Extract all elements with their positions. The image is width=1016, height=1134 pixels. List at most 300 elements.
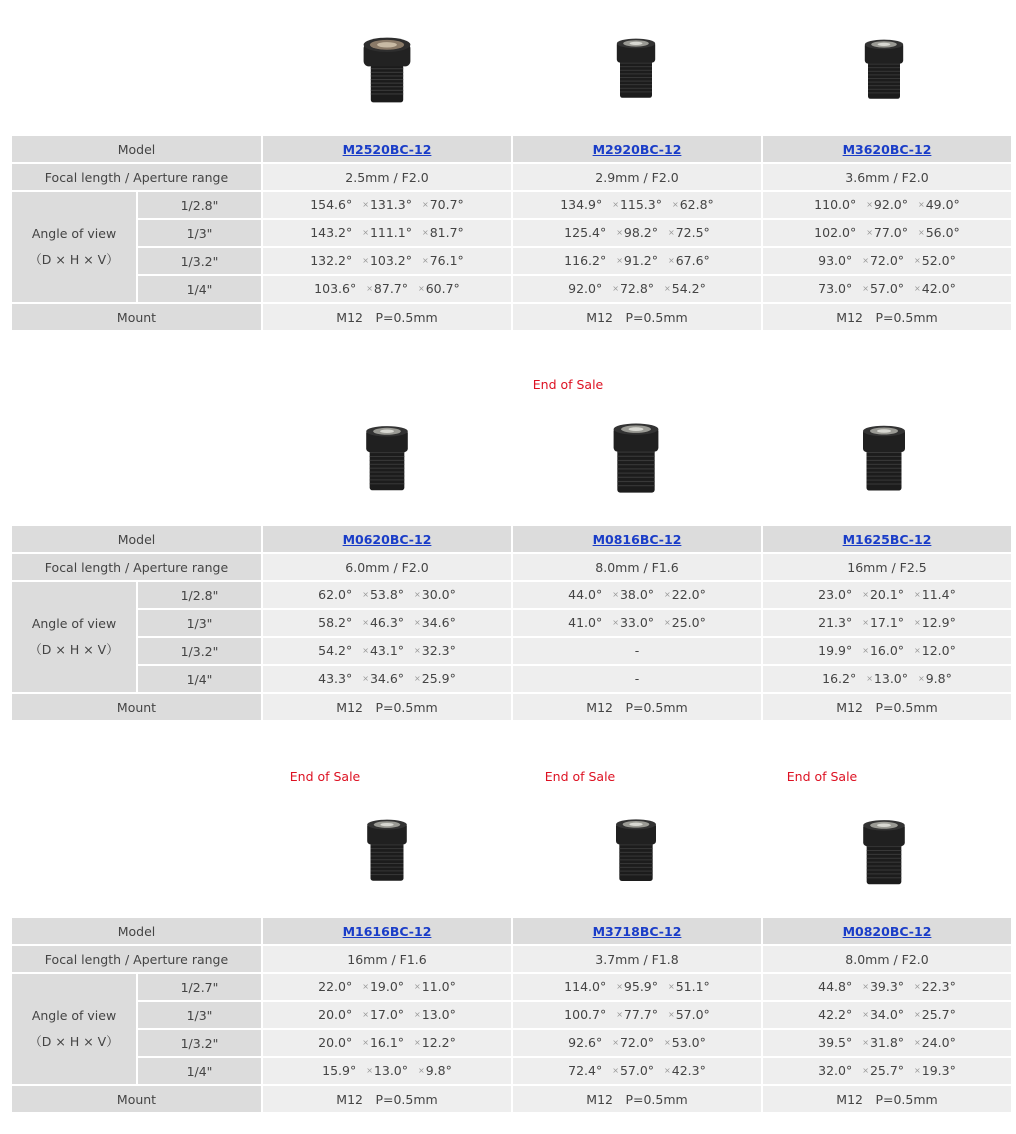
angle-value: 62.8° — [679, 197, 714, 212]
sensor-size: 1/3.2" — [138, 1030, 261, 1056]
angle-value: 70.7° — [429, 197, 464, 212]
aov-value — [513, 974, 761, 1000]
angle-value: 42.0° — [921, 281, 956, 296]
lens-product-image — [860, 34, 908, 106]
end-of-sale-label: End of Sale — [544, 769, 616, 784]
model-cell — [513, 136, 761, 162]
aov-value — [763, 582, 1011, 608]
times-symbol: × — [612, 618, 619, 627]
times-symbol: × — [612, 200, 619, 209]
angle-value: 92.0° — [568, 281, 603, 296]
times-symbol: × — [422, 256, 429, 265]
angle-value: 43.3° — [318, 671, 353, 686]
model-header: Model — [12, 918, 261, 944]
angle-value: 33.0° — [619, 615, 655, 630]
focal-row — [12, 946, 1011, 972]
angle-value: 53.8° — [369, 587, 405, 602]
angle-value: 16.1° — [369, 1035, 405, 1050]
model-link[interactable]: M2920BC-12 — [592, 141, 682, 157]
angle-value: 102.0° — [814, 225, 857, 240]
angle-value: 52.0° — [921, 253, 956, 268]
times-symbol: × — [366, 284, 373, 293]
mount-value: M12 P=0.5mm — [263, 694, 511, 720]
angle-value: 92.6° — [568, 1035, 603, 1050]
lens-product-image — [858, 812, 910, 894]
times-symbol: × — [862, 284, 869, 293]
angle-value: 23.0° — [818, 587, 853, 602]
times-symbol: × — [414, 590, 421, 599]
aov-row — [12, 276, 1011, 302]
focal-header: Focal length / Aperture range — [12, 164, 261, 190]
mount-header: Mount — [12, 694, 261, 720]
aov-row — [12, 1058, 1011, 1084]
angle-value: 25.7° — [869, 1063, 905, 1078]
times-symbol: × — [362, 228, 369, 237]
aov-value — [763, 638, 1011, 664]
mount-header: Mount — [12, 1086, 261, 1112]
angle-value: 115.3° — [619, 197, 662, 212]
angle-value: 51.1° — [675, 979, 710, 994]
times-symbol: × — [668, 982, 675, 991]
times-symbol: × — [362, 618, 369, 627]
angle-value: 134.9° — [560, 197, 603, 212]
times-symbol: × — [862, 982, 869, 991]
mount-value: M12 P=0.5mm — [763, 694, 1011, 720]
times-symbol: × — [862, 590, 869, 599]
mount-value: M12 P=0.5mm — [513, 304, 761, 330]
angle-value: 57.0° — [869, 281, 905, 296]
angle-value: 73.0° — [818, 281, 853, 296]
times-symbol: × — [668, 228, 675, 237]
aov-row — [12, 1030, 1011, 1056]
times-symbol: × — [362, 200, 369, 209]
times-symbol: × — [862, 1066, 869, 1075]
model-cell — [263, 136, 511, 162]
aov-header — [12, 582, 136, 692]
end-of-sale-label: End of Sale — [532, 377, 604, 392]
angle-value: 72.5° — [675, 225, 710, 240]
sensor-size: 1/4" — [138, 666, 261, 692]
times-symbol: × — [414, 982, 421, 991]
angle-value: 103.6° — [314, 281, 357, 296]
times-symbol: × — [616, 228, 623, 237]
angle-value: 13.0° — [421, 1007, 456, 1022]
angle-value: 57.0° — [675, 1007, 710, 1022]
aov-value — [513, 220, 761, 246]
aov-value — [763, 1030, 1011, 1056]
aov-header-line2: （D × H × V） — [29, 642, 119, 657]
times-symbol: × — [914, 256, 921, 265]
mount-value: M12 P=0.5mm — [763, 304, 1011, 330]
times-symbol: × — [914, 1010, 921, 1019]
times-symbol: × — [418, 1066, 425, 1075]
aov-value — [513, 276, 761, 302]
times-symbol: × — [664, 618, 671, 627]
focal-row — [12, 554, 1011, 580]
mount-value: M12 P=0.5mm — [513, 694, 761, 720]
model-link[interactable]: M0816BC-12 — [592, 531, 682, 547]
angle-value: 72.0° — [869, 253, 905, 268]
times-symbol: × — [862, 646, 869, 655]
angle-value: 60.7° — [425, 281, 460, 296]
aov-value — [763, 248, 1011, 274]
angle-value: 16.0° — [869, 643, 905, 658]
focal-value: 3.7mm / F1.8 — [513, 946, 761, 972]
mount-value: M12 P=0.5mm — [263, 304, 511, 330]
lens-image-1 — [360, 818, 414, 888]
angle-value: 41.0° — [568, 615, 603, 630]
angle-value: 12.2° — [421, 1035, 456, 1050]
model-cell — [763, 918, 1011, 944]
mount-row — [12, 694, 1011, 720]
times-symbol: × — [914, 590, 921, 599]
angle-value: 43.1° — [369, 643, 405, 658]
aov-header-line2: （D × H × V） — [29, 1034, 119, 1049]
aov-header — [12, 974, 136, 1084]
angle-value: 91.2° — [623, 253, 659, 268]
times-symbol: × — [418, 284, 425, 293]
angle-value: 19.0° — [369, 979, 405, 994]
model-link[interactable]: M1625BC-12 — [842, 531, 932, 547]
aov-value — [263, 1030, 511, 1056]
angle-value: 24.0° — [921, 1035, 956, 1050]
aov-row — [12, 638, 1011, 664]
sensor-size: 1/3" — [138, 1002, 261, 1028]
aov-header-line2: （D × H × V） — [29, 252, 119, 267]
aov-value — [263, 220, 511, 246]
mount-value: M12 P=0.5mm — [263, 1086, 511, 1112]
lens-image-3 — [858, 812, 910, 898]
angle-value: 76.1° — [429, 253, 464, 268]
times-symbol: × — [612, 284, 619, 293]
model-header: Model — [12, 526, 261, 552]
angle-value: 44.8° — [818, 979, 853, 994]
times-symbol: × — [914, 1038, 921, 1047]
times-symbol: × — [664, 1066, 671, 1075]
model-link[interactable]: M0820BC-12 — [842, 923, 932, 939]
angle-value: 22.0° — [671, 587, 706, 602]
times-symbol: × — [668, 256, 675, 265]
model-link[interactable]: M1616BC-12 — [342, 923, 432, 939]
lens-product-image — [856, 424, 912, 494]
angle-value: 20.0° — [318, 1035, 353, 1050]
lens-product-image — [360, 818, 414, 884]
times-symbol: × — [914, 982, 921, 991]
aov-value — [263, 1002, 511, 1028]
focal-value: 3.6mm / F2.0 — [763, 164, 1011, 190]
aov-value — [763, 1058, 1011, 1084]
spec-table — [10, 916, 1013, 1114]
times-symbol: × — [866, 228, 873, 237]
angle-value: 11.4° — [921, 587, 956, 602]
times-symbol: × — [918, 200, 925, 209]
angle-value: 116.2° — [564, 253, 607, 268]
angle-value: 114.0° — [564, 979, 607, 994]
times-symbol: × — [414, 618, 421, 627]
sensor-size: 1/2.7" — [138, 974, 261, 1000]
angle-value: 103.2° — [369, 253, 412, 268]
aov-value — [263, 1058, 511, 1084]
times-symbol: × — [914, 646, 921, 655]
angle-value: 20.1° — [869, 587, 905, 602]
model-link[interactable]: M2520BC-12 — [342, 141, 432, 157]
aov-row — [12, 192, 1011, 218]
times-symbol: × — [672, 200, 679, 209]
angle-value: 34.6° — [421, 615, 456, 630]
lens-product-image — [612, 36, 660, 102]
focal-value: 2.9mm / F2.0 — [513, 164, 761, 190]
aov-value — [263, 610, 511, 636]
model-cell — [763, 136, 1011, 162]
times-symbol: × — [918, 228, 925, 237]
lens-image-1 — [355, 34, 419, 110]
times-symbol: × — [362, 646, 369, 655]
aov-row — [12, 220, 1011, 246]
mount-header: Mount — [12, 304, 261, 330]
sensor-size: 1/2.8" — [138, 192, 261, 218]
focal-value: 16mm / F2.5 — [763, 554, 1011, 580]
times-symbol: × — [914, 1066, 921, 1075]
times-symbol: × — [414, 1010, 421, 1019]
lens-image-1 — [361, 422, 413, 500]
aov-header — [12, 192, 136, 302]
mount-row — [12, 1086, 1011, 1112]
times-symbol: × — [414, 646, 421, 655]
angle-value: 17.1° — [869, 615, 905, 630]
end-of-sale-label: End of Sale — [786, 769, 858, 784]
angle-value: 13.0° — [373, 1063, 409, 1078]
model-link[interactable]: M0620BC-12 — [342, 531, 432, 547]
times-symbol: × — [862, 1038, 869, 1047]
times-symbol: × — [362, 256, 369, 265]
aov-value — [763, 1002, 1011, 1028]
angle-value: 110.0° — [814, 197, 857, 212]
lens-product-image — [355, 34, 419, 106]
aov-value — [513, 666, 761, 692]
aov-value — [763, 666, 1011, 692]
angle-value: 15.9° — [322, 1063, 357, 1078]
aov-row — [12, 974, 1011, 1000]
spec-table — [10, 134, 1013, 332]
times-symbol: × — [664, 1038, 671, 1047]
angle-value: 12.9° — [921, 615, 956, 630]
times-symbol: × — [914, 284, 921, 293]
angle-value: 32.0° — [818, 1063, 853, 1078]
angle-value: 30.0° — [421, 587, 456, 602]
model-cell — [263, 918, 511, 944]
angle-value: 42.2° — [818, 1007, 853, 1022]
times-symbol: × — [422, 228, 429, 237]
angle-value: - — [634, 643, 640, 658]
sensor-size: 1/4" — [138, 1058, 261, 1084]
angle-value: 54.2° — [318, 643, 353, 658]
aov-value — [763, 974, 1011, 1000]
angle-value: 72.4° — [568, 1063, 603, 1078]
aov-value — [513, 192, 761, 218]
times-symbol: × — [668, 1010, 675, 1019]
lens-product-image — [611, 816, 661, 886]
aov-value — [763, 610, 1011, 636]
angle-value: 77.0° — [873, 225, 909, 240]
angle-value: 87.7° — [373, 281, 409, 296]
angle-value: 34.0° — [869, 1007, 905, 1022]
aov-value — [763, 276, 1011, 302]
angle-value: 49.0° — [925, 197, 960, 212]
times-symbol: × — [664, 590, 671, 599]
lens-image-3 — [860, 34, 908, 110]
angle-value: 32.3° — [421, 643, 456, 658]
sensor-size: 1/3" — [138, 610, 261, 636]
focal-value: 16mm / F1.6 — [263, 946, 511, 972]
mount-value: M12 P=0.5mm — [763, 1086, 1011, 1112]
model-link[interactable]: M3620BC-12 — [842, 141, 932, 157]
focal-row — [12, 164, 1011, 190]
angle-value: 57.0° — [619, 1063, 655, 1078]
angle-value: 31.8° — [869, 1035, 905, 1050]
angle-value: 125.4° — [564, 225, 607, 240]
times-symbol: × — [612, 590, 619, 599]
times-symbol: × — [914, 618, 921, 627]
lens-product-image — [361, 422, 413, 496]
angle-value: 25.0° — [671, 615, 706, 630]
angle-value: 98.2° — [623, 225, 659, 240]
model-cell — [263, 526, 511, 552]
angle-value: 67.6° — [675, 253, 710, 268]
model-link[interactable]: M3718BC-12 — [592, 923, 682, 939]
angle-value: 16.2° — [822, 671, 857, 686]
times-symbol: × — [866, 200, 873, 209]
angle-value: 72.0° — [619, 1035, 655, 1050]
times-symbol: × — [616, 256, 623, 265]
times-symbol: × — [362, 1038, 369, 1047]
angle-value: 34.6° — [369, 671, 405, 686]
times-symbol: × — [862, 1010, 869, 1019]
angle-value: 19.9° — [818, 643, 853, 658]
angle-value: 154.6° — [310, 197, 353, 212]
angle-value: 131.3° — [369, 197, 412, 212]
angle-value: 17.0° — [369, 1007, 405, 1022]
model-cell — [513, 526, 761, 552]
aov-value — [513, 610, 761, 636]
angle-value: 54.2° — [671, 281, 706, 296]
aov-header-line1: Angle of view — [31, 226, 117, 241]
spec-table — [10, 524, 1013, 722]
times-symbol: × — [362, 590, 369, 599]
aov-value — [263, 974, 511, 1000]
aov-value — [513, 1058, 761, 1084]
aov-header-line1: Angle of view — [31, 1008, 117, 1023]
focal-value: 8.0mm / F2.0 — [763, 946, 1011, 972]
times-symbol: × — [616, 982, 623, 991]
times-symbol: × — [862, 618, 869, 627]
focal-value: 2.5mm / F2.0 — [263, 164, 511, 190]
angle-value: 9.8° — [425, 1063, 452, 1078]
aov-value — [263, 638, 511, 664]
angle-value: 95.9° — [623, 979, 659, 994]
lens-image-2 — [611, 816, 661, 890]
aov-value — [263, 582, 511, 608]
angle-value: 12.0° — [921, 643, 956, 658]
angle-value: 19.3° — [921, 1063, 956, 1078]
angle-value: 11.0° — [421, 979, 456, 994]
angle-value: 22.0° — [318, 979, 353, 994]
angle-value: 77.7° — [623, 1007, 659, 1022]
times-symbol: × — [612, 1066, 619, 1075]
sensor-size: 1/2.8" — [138, 582, 261, 608]
times-symbol: × — [664, 284, 671, 293]
aov-row — [12, 610, 1011, 636]
aov-value — [513, 582, 761, 608]
aov-value — [263, 276, 511, 302]
times-symbol: × — [422, 200, 429, 209]
angle-value: 72.8° — [619, 281, 655, 296]
aov-value — [513, 248, 761, 274]
aov-row — [12, 1002, 1011, 1028]
lens-image-2 — [608, 418, 664, 504]
angle-value: 25.9° — [421, 671, 456, 686]
aov-value — [513, 1002, 761, 1028]
angle-value: 13.0° — [873, 671, 909, 686]
model-header: Model — [12, 136, 261, 162]
times-symbol: × — [362, 982, 369, 991]
model-cell — [513, 918, 761, 944]
angle-value: 21.3° — [818, 615, 853, 630]
lens-image-2 — [612, 36, 660, 106]
aov-row — [12, 582, 1011, 608]
angle-value: 44.0° — [568, 587, 603, 602]
angle-value: - — [634, 671, 640, 686]
angle-value: 56.0° — [925, 225, 960, 240]
angle-value: 46.3° — [369, 615, 405, 630]
model-row — [12, 918, 1011, 944]
sensor-size: 1/3.2" — [138, 638, 261, 664]
angle-value: 22.3° — [921, 979, 956, 994]
focal-value: 6.0mm / F2.0 — [263, 554, 511, 580]
aov-value — [763, 220, 1011, 246]
aov-value — [263, 248, 511, 274]
mount-row — [12, 304, 1011, 330]
times-symbol: × — [362, 674, 369, 683]
times-symbol: × — [414, 1038, 421, 1047]
end-of-sale-label: End of Sale — [289, 769, 361, 784]
angle-value: 143.2° — [310, 225, 353, 240]
times-symbol: × — [918, 674, 925, 683]
lens-product-image — [608, 418, 664, 500]
sensor-size: 1/3" — [138, 220, 261, 246]
angle-value: 9.8° — [925, 671, 952, 686]
angle-value: 39.3° — [869, 979, 905, 994]
times-symbol: × — [366, 1066, 373, 1075]
angle-value: 62.0° — [318, 587, 353, 602]
times-symbol: × — [362, 1010, 369, 1019]
angle-value: 53.0° — [671, 1035, 706, 1050]
times-symbol: × — [616, 1010, 623, 1019]
sensor-size: 1/4" — [138, 276, 261, 302]
aov-value — [513, 1030, 761, 1056]
angle-value: 39.5° — [818, 1035, 853, 1050]
aov-value — [263, 666, 511, 692]
aov-row — [12, 666, 1011, 692]
aov-value — [763, 192, 1011, 218]
angle-value: 20.0° — [318, 1007, 353, 1022]
angle-value: 25.7° — [921, 1007, 956, 1022]
angle-value: 58.2° — [318, 615, 353, 630]
lens-image-3 — [856, 424, 912, 498]
times-symbol: × — [414, 674, 421, 683]
mount-value: M12 P=0.5mm — [513, 1086, 761, 1112]
aov-value — [513, 638, 761, 664]
model-row — [12, 136, 1011, 162]
